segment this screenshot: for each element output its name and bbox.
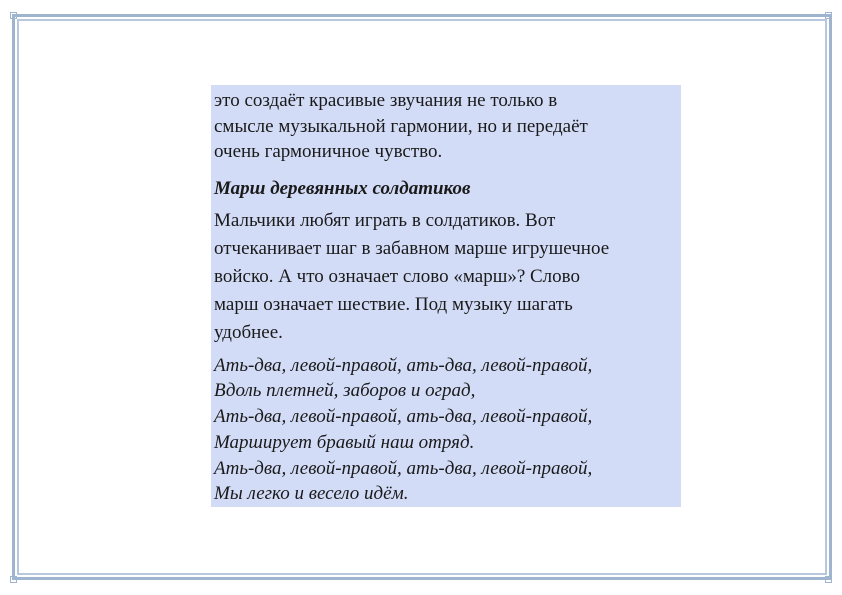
intro-line: очень гармоничное чувство. [214,141,443,162]
intro-line: это создаёт красивые звучания не только в [214,90,558,111]
frame-corner-top-left [10,12,17,19]
body-line: Мальчики любят играть в солдатиков. Вот [214,209,556,231]
body-line: войско. А что означает слово «марш»? Слово [214,265,581,287]
poem-line: Вдоль плетней, заборов и оград, [214,380,476,402]
body-paragraph [214,207,677,347]
body-line: марш означает шествие. Под музыку шагать [214,293,573,315]
frame-corner-bottom-right [825,576,832,583]
frame-corner-bottom-left [10,576,17,583]
frame-corner-top-right [825,12,832,19]
intro-line: смысле музыкальной гармонии, но и передаёт [214,115,588,137]
poem-line: Ать-два, левой-правой, ать-два, левой-правой, [214,457,593,479]
section-heading: Марш деревянных солдатиков [214,177,471,199]
poem-line: Ать-два, левой-правой, ать-два, левой-правой, [214,406,593,428]
poem-verse [214,353,677,508]
text-block [211,85,681,507]
poem-line: Мы легко и весело идём. [214,483,409,505]
poem-line: Ать-два, левой-правой, ать-два, левой-правой, [214,354,593,376]
body-line: отчеканивает шаг в забавном марше игрушечное [214,237,610,259]
intro-paragraph [214,88,677,165]
poem-line: Марширует бравый наш отряд. [214,431,475,453]
body-line: удобнее. [214,321,283,343]
